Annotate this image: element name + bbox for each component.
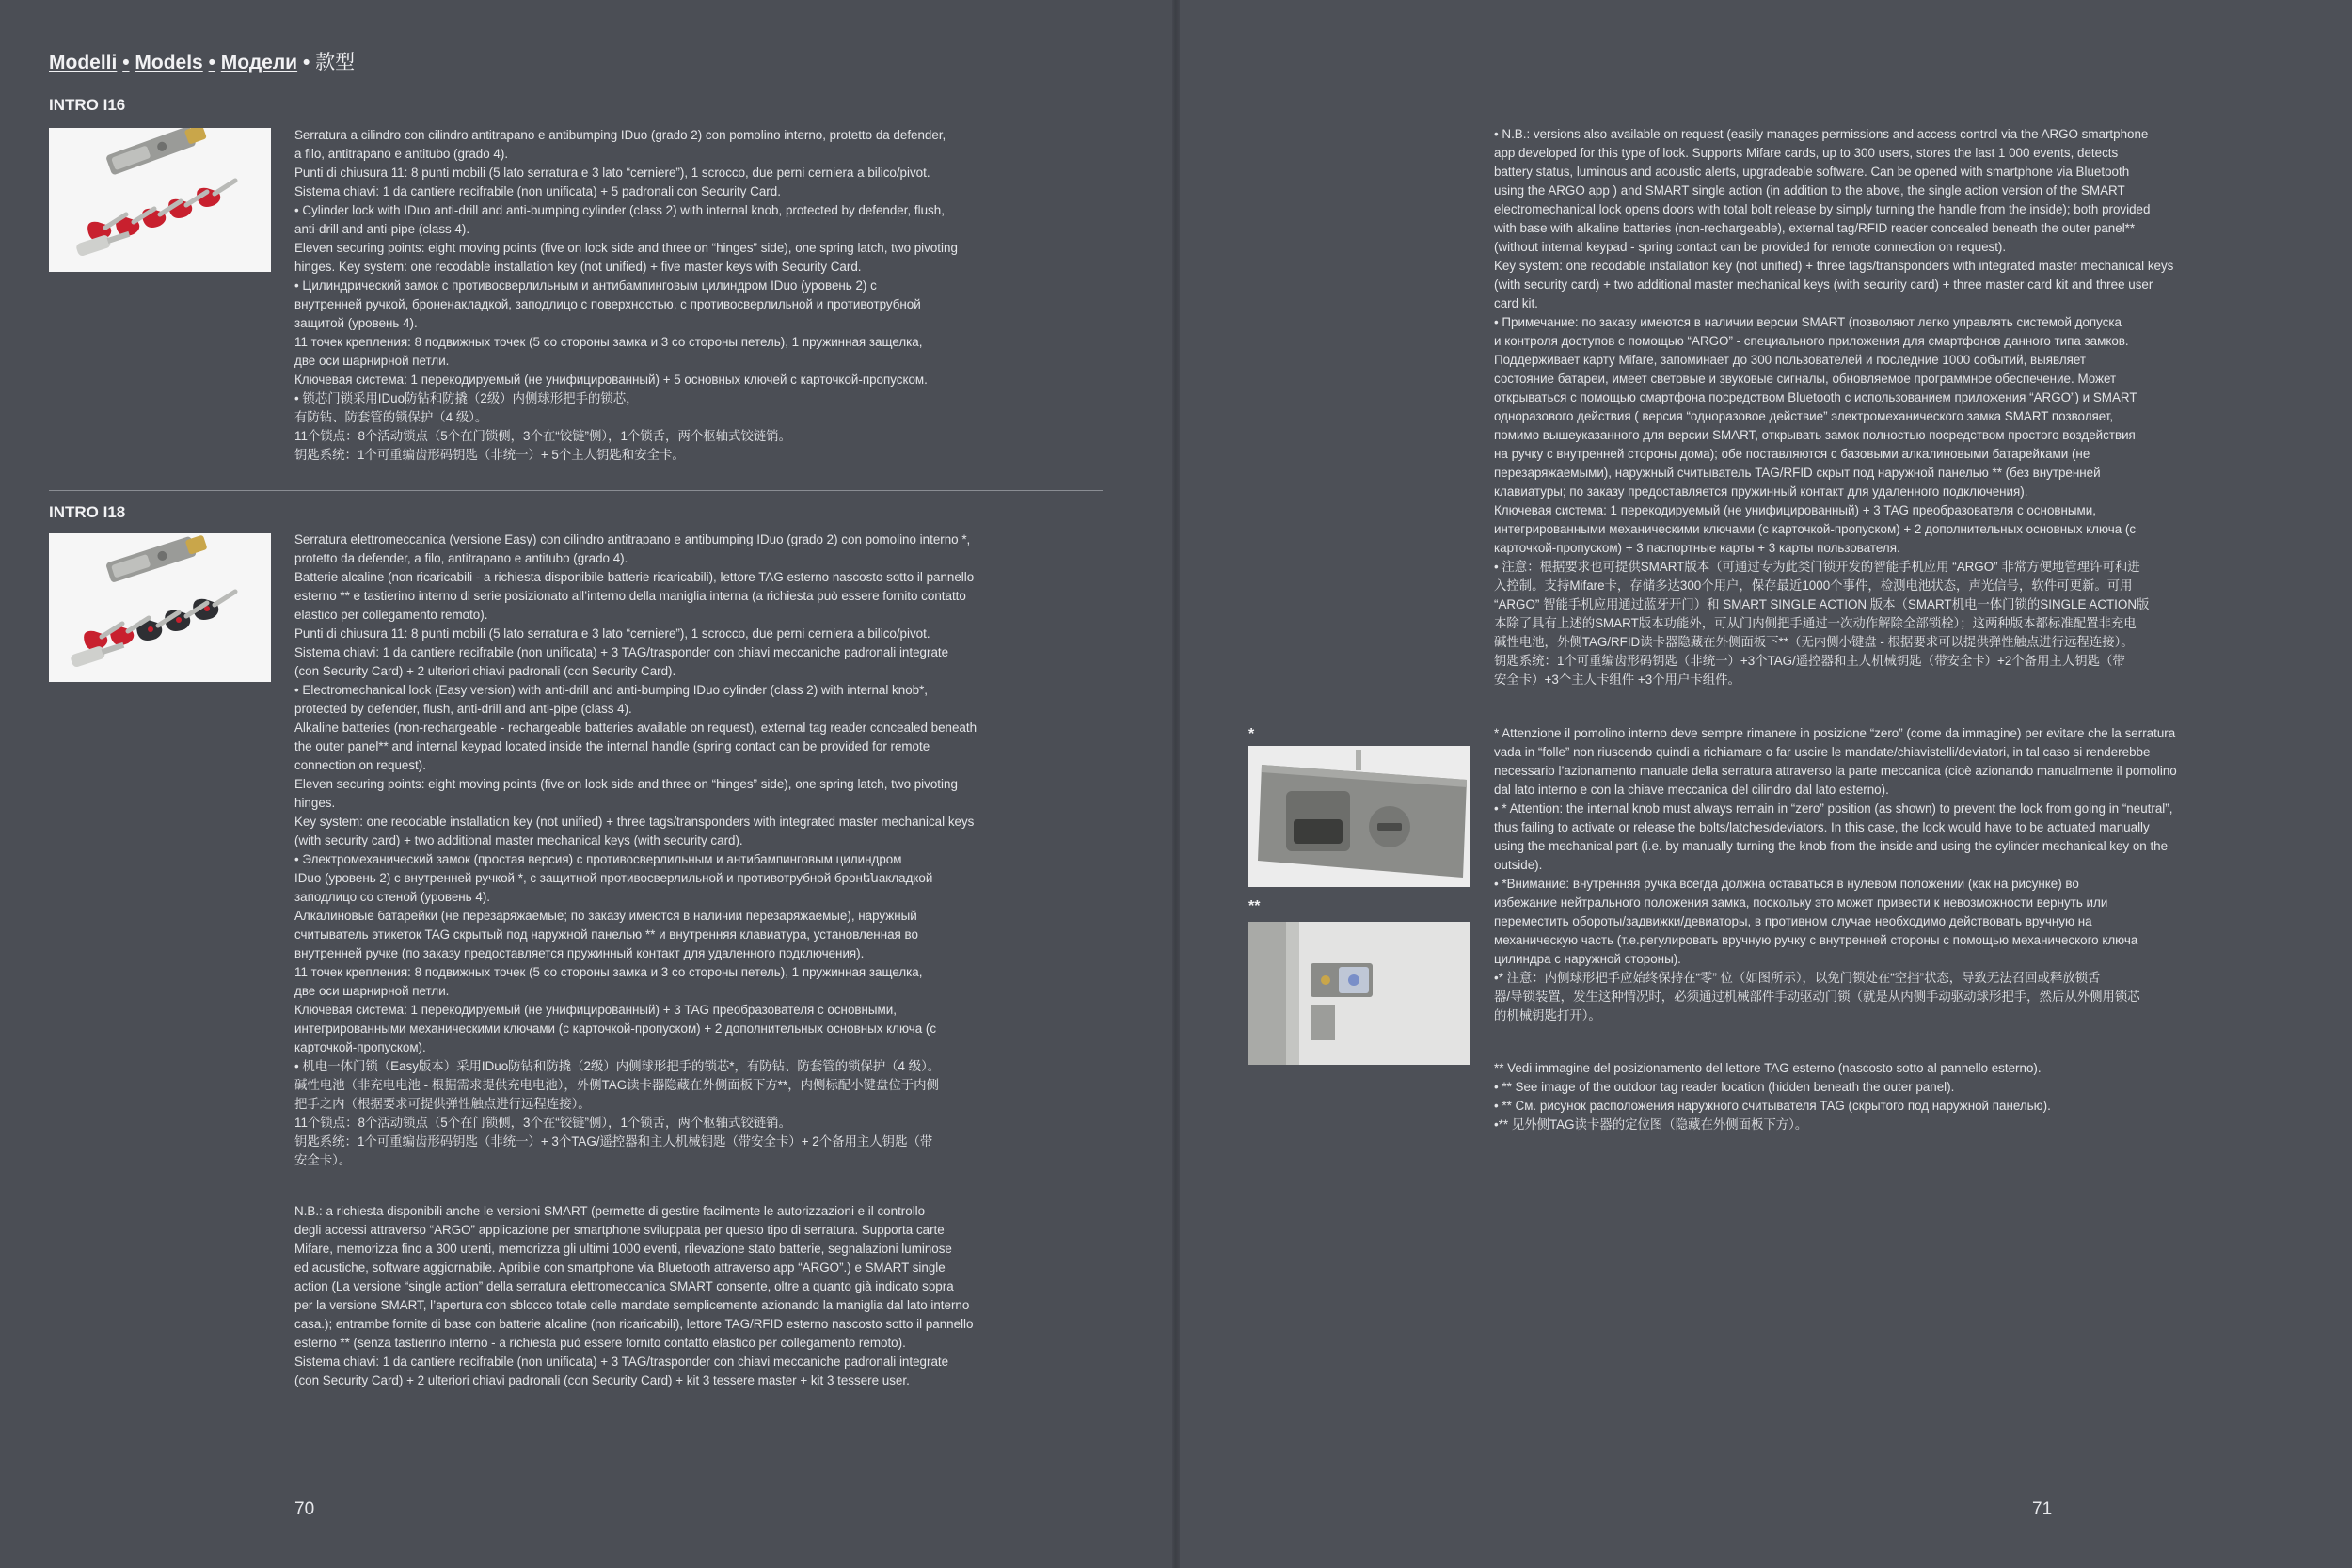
tag-reader-illustration [1248,922,1470,1065]
page-number-right: 71 [2032,1499,2053,1519]
heading-models-en: Models [135,52,203,73]
tag-reader-footnote: ** Vedi immagine del posizionamento del lettore TAG esterno (nascosto sotto al pannello esterno). • ** See image of the outdoor tag reader location (hidden beneath the outer panel). • ** См. рисунок расположения наружного считывателя TAG (скрытого под наружной панелью). •** 见外侧TAG读卡器的定位图（隐藏在外侧面板下方）。 [1494,1061,2051,1132]
intro-i18-title: INTRO I18 [49,503,126,521]
internal-knob-illustration [1248,746,1470,887]
smart-version-note: • N.B.: versions also available on request (easily manages permissions and access control via the ARGO smartphone app developed for this type of lock. Supports Mifare cards, up to 300 users, stores the last 1 000 events, detects battery status, luminous and acoustic alerts, upgradeable software. Can be opened with smartphone via Bluetooth using the ARGO app ) and SMART single action (in addition to the above, the single action version of the SMART electromechanical lock opens doors with total bolt release by simply turning the handle from the inside); both provided with base with alkaline batteries (non-rechargeable), external tag/RFID reader concealed beneath the outer panel** (without internal keypad - spring contact can be provided for remote connection on request). Key system: one recodable installation key (not unified) + three tags/transponders with integrated master mechanical keys (with security card) + two additional master mechanical keys (with security card) + three master card kit and three user card kit. • Примечание: по заказу имеются в наличии версии SMART (позволяют легко управлять системой допуска и контроля доступов с помощью “ARGO” - специального приложения для смартфонов данного типа замков. Поддерживает карту Mifare, запоминает до 300 пользователей и последние 1000 событий, выявляет состояние батареи, имеет световые и звуковые сигналы, обновляемое программное обеспечение. Может открываться с помощью смартфона посредством Bluetooth с использованием приложения “ARGO”) и SMART одноразового действия ( версия “одноразовое действие” электромеханического замка SMART позволяет, помимо вышеуказанного для версии SMART, открывать замок полностью посредством простого воздействия на ручку с внутренней стороны дома); обе поставляются с базовыми алкалиновыми батарейками (не перезаряжаемыми), наружный считыватель TAG/RFID скрыт под наружной панелью ** (без внутренней клавиатуры; по заказу предоставляется пружинный контакт для удаленного подключения). Ключевая система: 1 перекодируемый (не унифицированный) + 3 TAG преобразователя с основными, интегрированными механическими ключами (с карточкой-пропуском) + 2 дополнительных основных ключа (с карточкой-пропуском) + 3 паспортные карты + 3 карты пользователя. • 注意：根据要求也可提供SMART版本（可通过专为此类门锁开发的智能手机应用 “ARGO” 非常方便地管理许可和进 入控制。支持Mifare卡，存储多达300个用户，保存最近1000个事件，检测电池状态，声光信号，软件可更新。可用 “ARGO” 智能手机应用通过蓝牙开门）和 SMART SINGLE ACTION 版本（SMART机电一体门锁的SINGLE ACTION版 本除了具有上述的SMART版本功能外，可从门内侧把手通过一次动作解除全部锁栓）；这两种版本都标准配置非充电 碱性电池，外侧TAG/RFID读卡器隐藏在外侧面板下**（无内侧小键盘 - 根据要求可以提供弹性触点进行远程连接）。 钥匙系统：1个可重编齿形码钥匙（非统一）+3个TAG/遥控器和主人机械钥匙（带安全卡）+2个备用主人钥匙（带 安全卡）+3个主人卡组件 +3个用户卡组件。 [1494,127,2174,687]
heading-models-ru: Модели [220,52,298,73]
outer-panel-reader-image [1248,922,1470,1065]
heading-sep: • [302,52,310,73]
page-gutter [1172,0,1180,1568]
heading-models-zh: 款型 [315,52,356,73]
intro-i18-keys-image [49,533,271,682]
asterisk-marker: * [1248,726,1255,742]
intro-i16-title: INTRO I16 [49,96,126,114]
heading-models-it: Modelli [49,52,118,73]
double-asterisk-marker: ** [1248,898,1261,914]
intro-i16-description: Serratura a cilindro con cilindro antitrapano e antibumping IDuo (grado 2) con pomolino interno, protetto da defender, a filo, antitrapano e antitubo (grado 4). Punti di chiusura 11: 8 punti mobili (5 lato serratura e 3 lato “cerniere”), 1 scrocco, due perni cerniera a bilico/pivot. Sistema chiavi: 1 da cantiere recifrabile (non unificata) + 5 padronali con Security Card. • Cylinder lock with IDuo anti-drill and anti-bumping cylinder (class 2) with internal knob, protected by defender, flush, anti-drill and anti-pipe (class 4). Eleven securing points: eight moving points (five on lock side and three on “hinges” side), one spring latch, two pivoting hinges. Key system: one recodable installation key (not unified) + five master keys with Security Card. • Цилиндрический замок с противосверлильным и антибампинговым цилиндром IDuo (уровень 2) с внутренней ручкой, броненакладкой, заподлицо с поверхностью, с противосверлильной и противотрубной защитой (уровень 4). 11 точек крепления: 8 подвижных точек (5 со стороны замка и 3 со стороны петель), 1 пружинная защелка, две оси шарнирной петли. Ключевая система: 1 перекодируемый (не унифицированный) + 5 основных ключей с карточкой-пропуском. • 锁芯门锁采用IDuo防钻和防撬（2级）内侧球形把手的锁芯， 有防钻、防套管的锁保护（4 级）。 11个锁点：8个活动锁点（5个在门锁侧，3个在“铰链”侧），1个锁舌，两个枢轴式铰链销。 钥匙系统：1个可重编齿形码钥匙（非统一）+ 5个主人钥匙和安全卡。 [294,128,958,462]
knob-attention-note: * Attenzione il pomolino interno deve sempre rimanere in posizione “zero” (come da immagine) per evitare che la serratura vada in “folle” non riuscendo quindi a richiamare o far uscire le mandate/chiavistelli/deviatori, in tal caso si renderebbe necessario l’azionamento manuale della serratura attraverso la parte meccanica (cioè azionando manualmente il pomolino dal lato interno e con la chiave meccanica del cilindro dal lato esterno). • * Attention: the internal knob must always remain in “zero” position (as shown) to prevent the lock from going in “neutral”, thus failing to activate or release the bolts/latches/deviators. In this case, the lock would have to be actuated manually using the mechanical part (i.e. by manually turning the knob from the inside and using the cylinder mechanical key on the outside). • *Внимание: внутренняя ручка всегда должна оставаться в нулевом положении (как на рисунке) во избежание нейтрального положения замка, поскольку это может привести к невозможности вернуть или переместить обороты/задвижки/девиаторы, в противном случае необходимо действовать вручную на механическую часть (т.е.регулировать вручную ручку с внутренней стороны с помощью механического ключа цилиндра с наружной стороны). •* 注意：内侧球形把手应始终保持在“零” 位（如图所示），以免门锁处在“空挡”状态，导致无法召回或释放锁舌 器/导锁装置，发生这种情况时，必须通过机械部件手动驱动门锁（就是从内侧手动驱动球形把手，然后从外侧用锁芯 的机械钥匙打开）。 [1494,726,2177,1022]
intro-i18-description: Serratura elettromeccanica (versione Easy) con cilindro antitrapano e antibumping IDuo (grado 2) con pomolino interno *, protetto da defender, a filo, antitrapano e antitubo (grado 4). Batterie alcaline (non ricaricabili - a richiesta disponibile batterie ricaricabili), lettore TAG esterno nascosto sotto il pannello esterno ** e tastierino interno di serie posizionato all’interno della maniglia interna (a richiesta può essere fornito contatto elastico per collegamento remoto). Punti di chiusura 11: 8 punti mobili (5 lato serratura e 3 lato “cerniere”), 1 scrocco, due perni cerniera a bilico/pivot. Sistema chiavi: 1 da cantiere recifrabile (non unificata) + 3 TAG/trasponder con chiavi meccaniche padronali integrate (con Security Card) + 2 ulteriori chiavi padronali (con Security Card). • Electromechanical lock (Easy version) with anti-drill and anti-bumping IDuo cylinder (class 2) with internal knob*, protected by defender, flush, anti-drill and anti-pipe (class 4). Alkaline batteries (non-rechargeable - rechargeable batteries available on request), external tag reader concealed beneath the outer panel** and internal keypad located inside the internal handle (spring contact can be provided for remote connection on request). Eleven securing points: eight moving points (five on lock side and three on “hinges” side), one spring latch, two pivoting hinges. Key system: one recodable installation key (not unified) + three tags/transponders with integrated master mechanical keys (with security card) + two additional master mechanical keys (with security card). • Электромеханический замок (простая версия) с противосверлильным и антибампинговым цилиндром IDuo (уровень 2) с внутренней ручкой *, с защитной противосверлильной и противотрубной бронենакладкой заподлицо со стеной (уровень 4). Алкалиновые батарейки (не перезаряжаемые; по заказу имеются в наличии перезаряжаемые), наружный считыватель этикеток TAG скрытый под наружной панелью ** и внутренняя клавиатура, установленная во внутренней ручке (по заказу предоставляется пружинный контакт для удаленного подключения). 11 точек крепления: 8 подвижных точек (5 со стороны замка и 3 со стороны петель), 1 пружинная защелка, две оси шарнирной петли. Ключевая система: 1 перекодируемый (не унифицированный) + 3 TAG преобразователя с основными, интегрированными механическими ключами (с карточкой-пропуском) + 2 дополнительных основных ключа (с карточкой-пропуском). • 机电一体门锁（Easy版本）采用IDuo防钻和防撬（2级）内侧球形把手的锁芯*，有防钻、防套管的锁保护（4 级）。 碱性电池（非充电电池 - 根据需求提供充电电池），外侧TAG读卡器隐藏在外侧面板下方**，内侧标配小键盘位于内侧 把手之内（根据要求可提供弹性触点进行远程连接）。 11个锁点：8个活动锁点（5个在门锁侧，3个在“铰链”侧），1个锁舌，两个枢轴式铰链销。 钥匙系统：1个可重编齿形码钥匙（非统一）+ 3个TAG/遥控器和主人机械钥匙（带安全卡）+ 2个备用主人钥匙（带 安全卡）。 [294,532,977,1167]
keys-illustration-i16 [49,128,271,272]
page-number-left: 70 [294,1499,315,1519]
page-heading [49,47,355,75]
intro-i16-keys-image [49,128,271,272]
heading-sep: • [208,52,215,73]
internal-knob-image [1248,746,1470,887]
keys-illustration-i18 [49,533,271,682]
section-divider [49,490,1103,491]
intro-i18-smart-note: N.B.: a richiesta disponibili anche le versioni SMART (permette di gestire facilmente le autorizzazioni e il controllo degli accessi attraverso “ARGO” applicazione per smartphone sviluppata per questo tipo di serratura. Supporta carte Mifare, memorizza fino a 300 utenti, memorizza gli ultimi 1000 eventi, rilevazione stato batterie, segnalazioni luminose ed acustiche, software aggiornabile. Apribile con smartphone via Bluetooth attraverso app “ARGO”.) e SMART single action (La versione “single action” della serratura elettromeccanica SMART consente, oltre a quanto già indicato sopra per la versione SMART, l’apertura con sblocco totale delle mandate semplicemente azionando la maniglia dal lato interno casa.); entrambe fornite di base con batterie alcaline (non ricaricabili), lettore TAG/RFID esterno nascosto sotto il pannello esterno ** (senza tastierino interno - a richiesta può essere fornito contatto elastico per collegamento remoto). Sistema chiavi: 1 da cantiere recifrabile (non unificata) + 3 TAG/trasponder con chiavi meccaniche padronali integrate (con Security Card) + 2 ulteriori chiavi padronali (con Security Card) + kit 3 tessere master + kit 3 tessere user. [294,1204,974,1387]
heading-sep: • [122,52,130,73]
